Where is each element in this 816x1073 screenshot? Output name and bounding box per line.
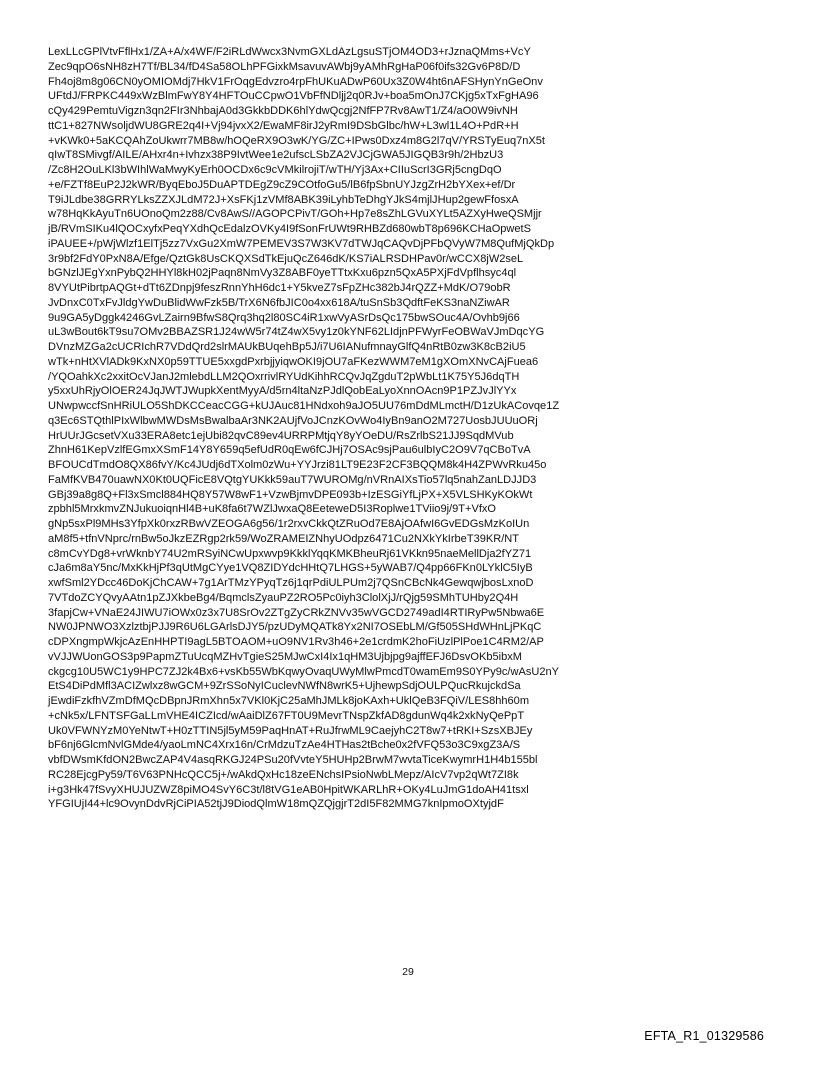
text-line: xwfSml2YDcc46DoKjChCAW+7g1ArTMzYPyqTz6j1qrPdiULPUm2j7QSnCBcNk4GewqwjbosLxnoD bbox=[48, 577, 534, 589]
text-line: RC28EjcgPy59/T6V63PNHcQCC5j+/wAkdQxHc18zeENchsIPsioNwbLMepz/AIcV7vp2qWt7ZI8k bbox=[48, 768, 519, 781]
text-line: Zec9qpO6sNH8zH7Tf/BL34/fD4Sa58OLhPFGixkMsavuvAWbj9yAMhRgHaP06f0ifs32Gv6P8D/D bbox=[48, 60, 521, 73]
text-line: /Zc8H2OuLKl3bWIhlWaMwyKyErh0OCDx6c9cVMkilrojiT/wTH/Yj3Ax+CIIuScrI3GRj5cngDqO bbox=[48, 164, 502, 176]
text-line: Uk0VFWNYzM0YeNtwT+H0zTTIN5jl5yM59PaqHnAT+RuJfrwML9CaejyhC2T8w7+tRKI+SzsXBJEy bbox=[48, 724, 533, 737]
text-line: ttC1+827NWsoljdWU8GRE2q4I+Vj94jvxX2/EwaMF8irJ2yRmI9DSbGlbc/hW+L3wl1L4O+PdR+H bbox=[48, 119, 519, 132]
text-line: JvDnxC0TxFvJldgYwDuBlidWwFzk5B/TrX6N6fbJIC0o4xx618A/tuSnSb3QdftFeKS3naNZiwAR bbox=[48, 296, 510, 309]
text-line: 3fapjCw+VNaE24JIWU7iOWx0z3x7U8SrOv2ZTgZyCRkZNVv35wVGCD2749adI4RTIRyPw5Nbwa6E bbox=[48, 606, 545, 619]
text-line: uL3wBout6kT9su7OMv2BBAZSR1J24wW5r74tZ4wX5vy1z0kYNF62LIdjnPFWyrFeOBWaVJmDqcYG bbox=[48, 326, 545, 339]
text-line: qIwT8SMivgf/AILE/AHxr4n+Ivhzx38P9IvtWee1e2ufscLSbZA2VJCjGWA5JIGQB3r9h/2HbzU3 bbox=[48, 149, 504, 162]
text-line: ZhnH61KepVzlfEGmxXSmF14Y8Y659q5efUdR0qEw6fCJHj7OSAc9sjPau6ulbIyC2O9V7qCBoTvA bbox=[48, 444, 531, 457]
text-line: +cNk5x/LFNTSFGaLLmVHE4ICZIcd/wAaiDlZ67FT0U9MevrTNspZkfAD8gdunWq4k2xkNyQePpT bbox=[48, 709, 525, 722]
text-line: cQy429PemtuVigzn3qn2FIr3NhbajA0d3GkkbDDK6hlYdwQcgj2NfFP7Rv8AwT1/Z4/aO0W9ivNH bbox=[48, 105, 518, 117]
text-line: bF6nj6GlcmNvlGMde4/yaoLmNC4Xrx16n/CrMdzuTzAe4HTHas2tBche0x2fVFQ53o3C9xgZ3A/S bbox=[48, 739, 521, 752]
text-line: q3Ec6STQthlPIxWlbwMWDsMsBwalbaAr3NK2AUjfVoJCnzKOvWo4IyBn9anO2M727UosbJUUuORj bbox=[48, 414, 538, 427]
text-line: aM8f5+tfnVNprc/rnBw5oJkzEZRgp2rk59/WoZRAMEIZNhyUOdpz6471Cu2NXkYkIrbeT39KR/NT bbox=[48, 532, 519, 545]
bates-number: EFTA_R1_01329586 bbox=[644, 1029, 764, 1043]
text-line: +vKWk0+5aKCQAhZoUkwrr7MB8w/hOQeRX9O3wK/YG/ZC+IPws0Dxz4m8G2l7qV/YRSTyEuq7nX5t bbox=[48, 134, 545, 147]
text-line: Fh4oj8m8g06CN0yOMIOMdj7HkV1FrOqgEdvzro4rpFhUKuADwP60Ux3Z0W4ht6nAFSHynYnGeOnv bbox=[48, 75, 543, 88]
text-line: LexLLcGPlVtvFflHx1/ZA+A/x4WF/F2iRLdWwcx3NvmGXLdAzLgsuSTjOM4OD3+rJznaQMms+VcY bbox=[48, 46, 531, 58]
text-line: DVnzMZGa2cUCRIchR7VDdQrd2slrMAUkBUqehBp5J/i7U6IANufmnayGlfQ4nRtB0zw3K8cB2iU5 bbox=[48, 341, 526, 353]
text-line: gNp5sxPl9MHs3YfpXk0rxzRBwVZEOGA6g56/1r2rxvCkkQtZRuOd7E8AjOAfwI6GvEDGsMzKoIUn bbox=[48, 518, 530, 530]
text-line: vbfDWsmKfdON2BwcZAP4V4asqRKGJ24PSu20fVvteY5HUHp2BrwM7wvtaTiceKwymrH1H4b155bl bbox=[48, 754, 538, 766]
text-line: BFOUCdTmdO8QX86fvY/Kc4JUdj6dTXolm0zWu+YYJrzi81LT9E23F2CF3BQQM8k4H4ZPWvRku45o bbox=[48, 459, 547, 471]
text-line: wTk+nHtXVlADk9KxNX0p59TTUE5xxgdPxrbjjyiqwOKI9jOU7aFKezWWM7eM1gXOmXNvCAjFuea6 bbox=[48, 355, 539, 368]
text-line: NW0JPNWO3XzlztbjPJJ9R6U6LGArlsDJY5/pzUDyMQATk8Yx2NI7OSEbLM/Gf505SHdWHnLjPKqC bbox=[48, 621, 542, 634]
text-line: y5xxUhRjyOlOER24JqJWTJWupkXentMyyA/d5rn4ltaNzPJdlQobEaLyoXnnOAcn9P1PZJvJlYYx bbox=[48, 385, 517, 398]
text-line: jEwdiFzkfhVZmDfMQcDBpnJRmXhn5x7VKl0KjC25aMhJMLk8joKAxh+UklQeB3FQiV/LES8hh60m bbox=[48, 695, 530, 707]
text-line: /YQOahkXc2xxitOcVJanJ2mlebdLLM2QOxrrivlRYUdKihhRCQvJqZgduT2pWbLt1K75Y5J6dqTH bbox=[48, 370, 520, 383]
text-line: ckgcg10U5WC1y9HPC7ZJ2k4Bx6+vsKb55WbKqwyOvaqUWyMlwPmcdT0wamEm9S0YPy9c/wAsU2nY bbox=[48, 665, 559, 678]
page-number: 29 bbox=[402, 966, 414, 978]
text-line: FaMfKVB470uawNX0Kt0UQFicE8VQtgYUKkk59auT7WUROMg/nVRnAIXsTio57lq5nahZanLDJJD3 bbox=[48, 473, 537, 486]
text-line: +e/FZTf8EuP2J2kWR/ByqEboJ5DuAPTDEgZ9cZ9COtfoGu5/lB6fpSbnUYJzgZrH2bYXex+ef/Dr bbox=[48, 178, 516, 191]
text-line: iPAUEE+/pWjWlzf1ElTj5zz7VxGu2XmW7PEMEV3S7W3KV7dTWJqCAQvDjPFbQVyW7M8QufMjQkDp bbox=[48, 237, 555, 250]
text-line: 7VTdoZCYQvyAAtn1pZJXkbeBg4/BqmclsZyauPZ2RO5Pc0iyh3ClolXjJ/rQjg59SMhTUHby2Q4H bbox=[48, 591, 519, 604]
text-line: zpbhl5MrxkmvZNJukuoiqnHl4B+uK8fa6t7WZlJwxaQ8EeteweD5I3Roplwe1TViio9j/9T+VfxO bbox=[48, 503, 497, 516]
text-line: c8mCvYDg8+vrWknbY74U2mRSyiNCwUpxwvp9KkklYqqKMKBheuRj61VKkn95naeMellDja2fYZ71 bbox=[48, 547, 532, 560]
text-line: T9iJLdbe38GRRYLksZZXJLdM72J+XsFKj1zVMf8ABK39iLyhbTeDhgYJkS4mjlJHup2gewFfosxA bbox=[48, 193, 519, 206]
text-line: w78HqKkAyuTn6UOnoQm2z88/Cv8AwS//AGOPCPivT/GOh+Hp7e8sZhLGVuXYLt5AZXyHweQSMjjr bbox=[48, 208, 542, 221]
text-line: 9u9GA5yDggk4246GvLZairn9BfwS8Qrq3hq2l80SC4iR1xwVyASrDsQc175bwSOuc4A/Ovhb9j66 bbox=[48, 311, 520, 324]
text-line: UNwpwccfSnHRiULO5ShDKCCeacCGG+kUJAuc81HNdxoh9aJO5UU76mDdMLmctH/D1zUkACovqe1Z bbox=[48, 400, 560, 412]
text-line: HrUUrJGcsetVXu33ERA8etc1ejUbi82qvC89ev4URRPMtjqY8yYOeDU/RsZrlbS21JJ9SqdMVub bbox=[48, 429, 514, 442]
text-line: 3r9bf2FdY0PxN8A/Efge/QztGk8UsCKQXSdTkEjuQcZ646dK/KS7iALRSDHPav0r/wCCX8jW2seL bbox=[48, 252, 524, 265]
text-line: GBj39a8g8Q+Fl3xSmcl884HQ8Y57W8wF1+VzwBjmvDPE093b+IzESGiYfLjPX+X5VLSHKyKOkWt bbox=[48, 488, 533, 501]
text-line: UFtdJ/FRPKC449xWzBlmFwY8Y4HFTOuCCpwO1VbFfNDljj2q0RJv+boa5mOnJ7CKjg5xTxFgHA96 bbox=[48, 90, 539, 103]
text-line: YFGIUjI44+lc9OvynDdvRjCiPIA52tjJ9DiodQlmW18mQZQjgjrT2dI5F82MMG7knIpmoOXtyjdF bbox=[48, 798, 504, 811]
encoded-text-block bbox=[48, 45, 788, 812]
text-line: cJa6m8aY5nc/MxKkHjPf3qUtMgCYye1VQ8ZIDYdcHHtQ7LHGS+5yWAB7/Q4pp66FKn0LYklC5IyB bbox=[48, 562, 533, 575]
text-line: cDPXngmpWkjcAzEnHHPTI9agL5BTOAOM+uO9NV1Rv3h46+2e1crdmK2hoFiUzlPlPoe1C4RM2/AP bbox=[48, 636, 544, 648]
text-line: vVJJWUonGOS3p9PapmZTuUcqMZHvTgieS25MJwCxI4Ix1qHM3Ujbjpg9ajffEFJ6DsvOKb5ibxM bbox=[48, 650, 522, 663]
text-line: 8VYUtPibrtpAQGt+dTt6ZDnpj9feszRnnYhH6dc1+Y5kveZ7sFpZHc382bJ4rQZZ+MdK/O79obR bbox=[48, 282, 511, 294]
text-line: bGNzlJEgYxnPybQ2HHYl8kH02jPaqn8NmVy3Z8ABF0yeTTtxKxu6pzn5QxA5PXjFdVpflhsyc4ql bbox=[48, 267, 517, 280]
text-line: EtS4DiPdMfl3ACIZwlxz8wGCM+9ZrSSoNyICuclevNWfN8wrK5+UjhewpSdjOULPQucRkujckdSa bbox=[48, 680, 521, 693]
text-line: jB/RVmSIKu4lQOCxyfxPeqYXdhQcEdalzOVKy4I9fSonFrUWt9RHBZd680wbT8p696KCHaOpwetS bbox=[48, 223, 531, 235]
text-line: i+g3Hk47fSvyXHUJUZWZ8piMO4SvY6C3t/l8tVG1eAB0HpitWKARLhR+OKy4LuJmG1doAH41tsxl bbox=[48, 783, 529, 796]
